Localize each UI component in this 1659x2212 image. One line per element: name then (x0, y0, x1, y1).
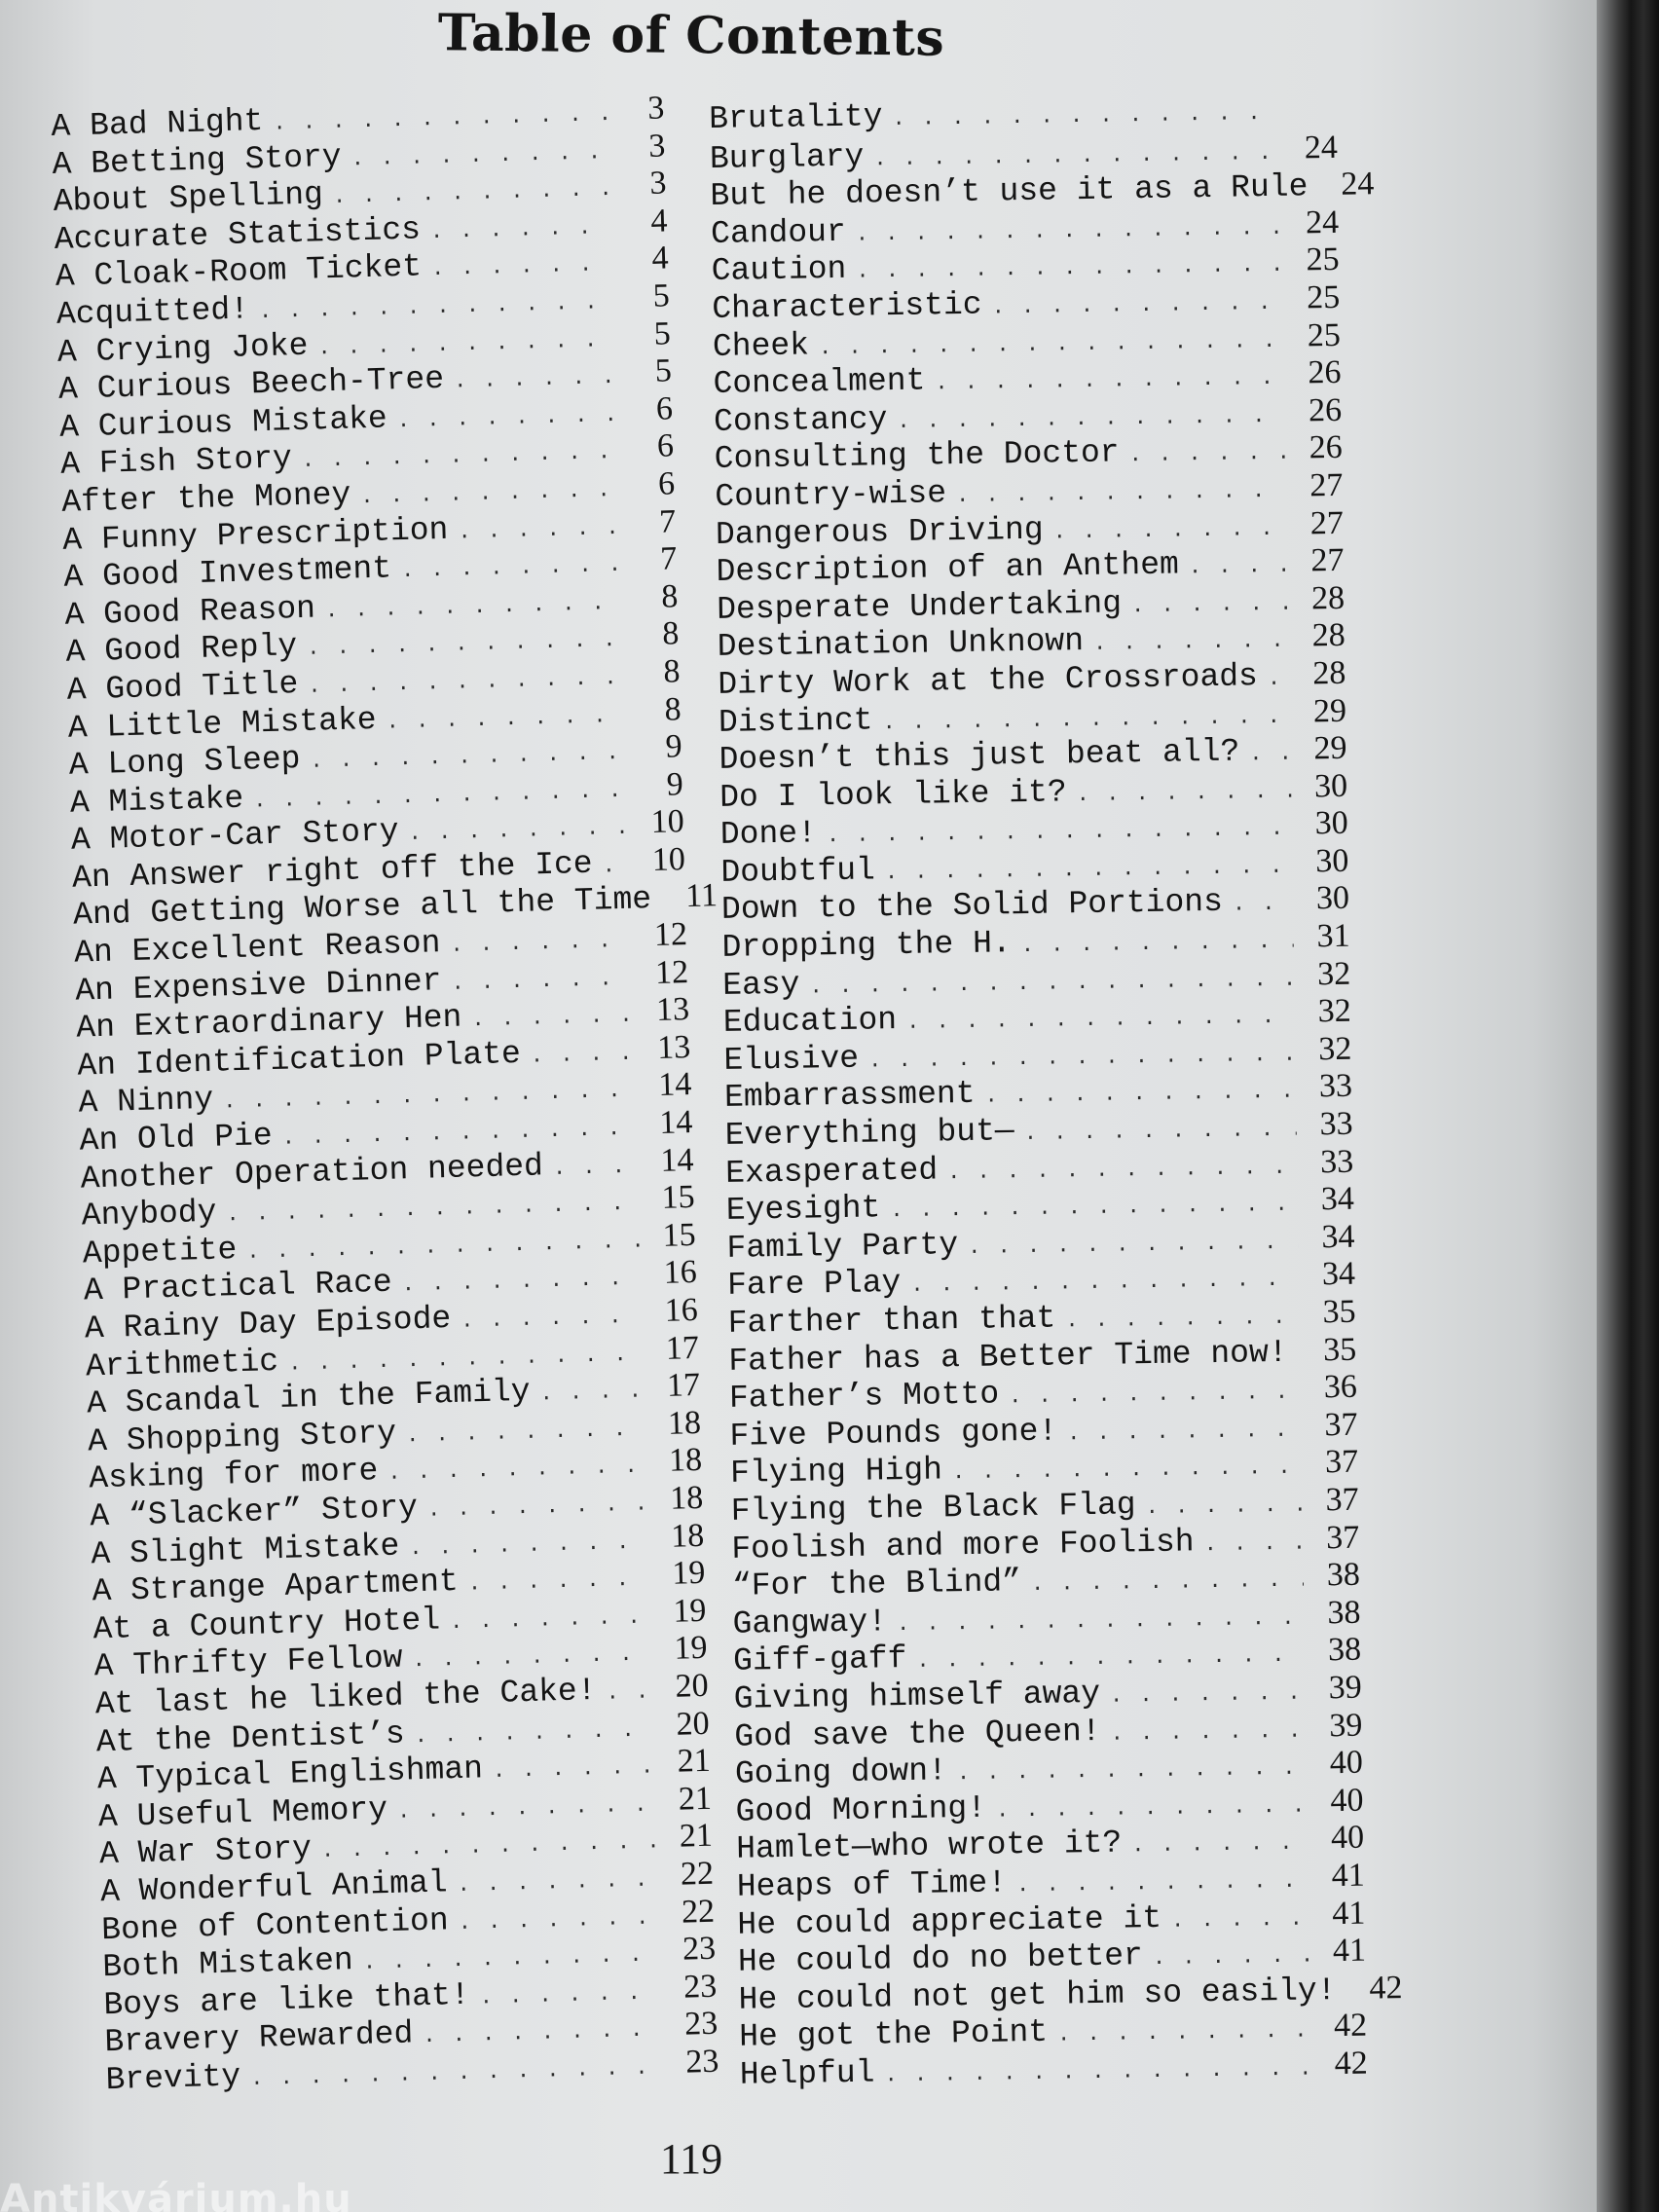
toc-entry-title: Done! (719, 815, 818, 854)
toc-entry-title: At a Country Hotel (92, 1602, 441, 1648)
toc-entry-title: Fare Play (726, 1265, 902, 1305)
toc-entry-title: Bone of Contention (100, 1901, 450, 1948)
toc-entry-page: 18 (667, 1404, 702, 1442)
toc-entry-title: Hamlet—who wrote it? (735, 1825, 1123, 1868)
toc-entry-page: 6 (657, 465, 676, 502)
toc-entry-title: Bravery Rewarded (104, 2015, 414, 2061)
toc-entry-page: 23 (684, 2043, 719, 2081)
dot-leader (1297, 1334, 1300, 1375)
toc-entry-page: 21 (679, 1818, 714, 1855)
dot-leader (408, 807, 628, 854)
toc-entry-title: A Rainy Day Episode (84, 1301, 452, 1347)
toc-entry-page: 22 (680, 1855, 715, 1893)
toc-entry-page: 29 (1312, 692, 1347, 729)
dot-leader (552, 1145, 638, 1188)
toc-entry-page: 26 (1308, 353, 1342, 391)
toc-entry-title: Farther than that (727, 1300, 1056, 1342)
toc-entry-page: 20 (676, 1705, 711, 1743)
toc-entry-title: “For the Blind” (731, 1564, 1022, 1604)
toc-entry-title: A War Story (98, 1830, 313, 1873)
toc-entry-page: 28 (1312, 654, 1346, 692)
toc-entry-title: Giff-gaff (732, 1641, 907, 1680)
toc-entry-title: Destination Unknown (717, 623, 1085, 666)
toc-entry-page: 22 (681, 1893, 716, 1931)
dot-leader (539, 1371, 645, 1415)
toc-entry-page: 17 (666, 1367, 701, 1405)
toc-entry-page: 33 (1319, 1143, 1354, 1180)
toc-entry-title: An Expensive Dinner (74, 962, 442, 1010)
toc-entry-title: Doubtful (720, 852, 876, 891)
toc-entry-title: A Long Sleep (68, 741, 301, 784)
toc-entry-page: 42 (1369, 1969, 1403, 2007)
toc-entry-title: Burglary (709, 138, 865, 177)
dot-leader (1203, 1522, 1303, 1564)
toc-entry-title: Brutality (709, 98, 883, 137)
dot-leader (1131, 1823, 1309, 1865)
toc-entry-title: An Excellent Reason (73, 925, 441, 972)
toc-entry-title: A Good Reply (65, 628, 298, 672)
toc-entry-page: 25 (1306, 278, 1341, 316)
toc-entry-title: Eyesight (725, 1190, 881, 1230)
toc-entry-page: 27 (1309, 466, 1344, 504)
dot-leader (1317, 168, 1318, 209)
toc-entry-page: 39 (1328, 1707, 1363, 1744)
toc-entry-title: Do I look like it? (719, 774, 1067, 816)
toc-entry-title: Concealment (713, 362, 926, 403)
toc-entry-title: Distinct (718, 701, 873, 741)
toc-entry-title: But he doesn’t use it as a Rule (710, 168, 1309, 215)
toc-entry-title: A Slight Mistake (91, 1528, 400, 1572)
toc-entry-page: 15 (662, 1216, 697, 1254)
toc-entry-page: 9 (666, 765, 684, 803)
toc-entry-page: 7 (658, 502, 677, 540)
toc-entry-page: 33 (1319, 1105, 1353, 1143)
toc-entry-page: 34 (1321, 1218, 1355, 1256)
toc-entry-page: 33 (1318, 1068, 1353, 1105)
dot-leader (1110, 1673, 1306, 1716)
toc-entry-page: 32 (1316, 955, 1351, 992)
toc-entry-title: A Typical Englishman (96, 1751, 484, 1798)
toc-entry-page: 38 (1327, 1632, 1362, 1669)
toc-entry-title: Good Morning! (735, 1789, 987, 1830)
toc-entry-page: 31 (1316, 917, 1350, 955)
toc-entry-page: 24 (1304, 129, 1339, 166)
toc-entry-page: 30 (1315, 880, 1350, 917)
toc-entry-page: 12 (654, 953, 689, 991)
toc-entry-title: Candour (710, 213, 847, 252)
toc-entry-title: Doesn’t this just beat all? (719, 733, 1240, 779)
toc-entry-page: 32 (1317, 993, 1352, 1030)
toc-entry-title: He got the Point (738, 2014, 1049, 2056)
toc-entry-title: A Motor-Car Story (70, 813, 400, 859)
toc-entry-title: Constancy (713, 400, 888, 440)
toc-entry-page: 20 (675, 1667, 710, 1705)
dot-leader (602, 845, 629, 886)
toc-entry-page: 19 (671, 1554, 706, 1592)
toc-entry-title: God save the Queen! (734, 1713, 1101, 1755)
toc-entry-title: Easy (721, 966, 800, 1004)
toc-entry-page: 15 (661, 1179, 696, 1217)
toc-entry-page: 8 (664, 690, 682, 728)
toc-entry-title: Consulting the Doctor (714, 434, 1120, 478)
toc-entry-title: A Cloak-Room Ticket (55, 248, 423, 296)
toc-entry-page: 29 (1313, 729, 1347, 767)
toc-entry-title: A Funny Prescription (61, 511, 449, 559)
toc-entry-title: Heaps of Time! (736, 1864, 1008, 1905)
toc-entry-title: At the Dentist’s (95, 1715, 406, 1760)
toc-entry-page: 21 (678, 1780, 713, 1818)
toc-entry-page: 35 (1322, 1331, 1357, 1368)
toc-entry-page: 5 (652, 277, 671, 314)
toc-entry-title: A Betting Story (52, 138, 343, 183)
toc-entry-title: Down to the Solid Portions (720, 884, 1224, 929)
toc-entry-page: 41 (1331, 1857, 1365, 1895)
toc-entry-title: Caution (711, 251, 847, 290)
toc-entry-page: 26 (1308, 391, 1343, 429)
toc-right-column (709, 92, 1403, 2093)
toc-entry-title: Exasperated (725, 1152, 939, 1192)
toc-entry-title: An Old Pie (79, 1118, 274, 1160)
toc-entry-title: Five Pounds gone! (729, 1413, 1058, 1455)
toc-entry-title: Giving himself away (733, 1675, 1101, 1717)
toc-entry-page: 8 (661, 615, 680, 652)
toc-entry-page: 38 (1327, 1594, 1361, 1631)
toc-entry-title: Embarrassment (723, 1076, 976, 1117)
watermark-text: Antikvárium.hu (0, 2177, 352, 2212)
toc-entry-title: A Good Title (66, 666, 299, 709)
toc-entry-page: 11 (684, 877, 719, 915)
toc-entry-page: 37 (1325, 1519, 1360, 1556)
toc-entry-title: A Good Investment (62, 550, 392, 596)
toc-entry-page: 9 (665, 728, 683, 765)
dot-leader (661, 881, 662, 922)
toc-entry-page: 38 (1326, 1556, 1361, 1594)
toc-entry-page: 30 (1315, 842, 1349, 880)
toc-entry-page: 14 (658, 1104, 693, 1141)
toc-entry-page: 14 (659, 1141, 694, 1179)
toc-entry-title: Going down! (734, 1752, 948, 1792)
toc-entry-page (1290, 118, 1337, 119)
toc-entry-page: 34 (1320, 1180, 1355, 1218)
toc-entry-title: A Little Mistake (67, 701, 378, 747)
toc-entry-title: He could do no better (737, 1937, 1144, 1980)
dot-leader (1249, 733, 1291, 774)
toc-entry-page: 10 (650, 803, 685, 841)
toc-entry-title: Education (722, 1002, 898, 1042)
toc-entry-page: 36 (1323, 1368, 1358, 1406)
toc-entry-title: Dangerous Driving (715, 511, 1044, 553)
toc-entry-page: 6 (655, 390, 674, 427)
toc-entry-page: 19 (673, 1630, 708, 1668)
toc-entry-title: A Ninny (78, 1082, 214, 1123)
toc-entry-title: A Good Reason (64, 590, 316, 634)
toc-entry-title: Flying the Black Flag (730, 1487, 1136, 1530)
dot-leader (1128, 432, 1286, 475)
toc-entry-page: 41 (1332, 1932, 1367, 1970)
toc-entry-title: A Strange Apartment (92, 1564, 460, 1610)
toc-entry-title: A Shopping Story (87, 1415, 397, 1460)
toc-entry-page: 37 (1325, 1481, 1359, 1519)
toc-entry-page: 3 (647, 127, 666, 165)
toc-entry-page: 32 (1318, 1030, 1352, 1068)
toc-entry-page: 41 (1332, 1895, 1366, 1932)
toc-entry-page: 21 (677, 1742, 712, 1780)
dot-leader (1093, 620, 1289, 664)
toc-entry-title: Everything but— (724, 1113, 1015, 1154)
toc-entry-title: Father has a Better Time now! (728, 1334, 1288, 1380)
dot-leader (1145, 1485, 1303, 1528)
toc-entry-page: 16 (664, 1291, 699, 1329)
toc-entry-title: Elusive (723, 1040, 860, 1079)
toc-entry-page: 8 (662, 653, 681, 690)
toc-entry-title: A Scandal in the Family (86, 1373, 532, 1422)
toc-entry-page: 18 (668, 1442, 703, 1480)
dot-leader (1110, 1710, 1306, 1753)
toc-entry-page: 18 (669, 1479, 704, 1517)
toc-entry-title: Both Mistaken (101, 1942, 354, 1986)
toc-entry-page: 5 (654, 352, 673, 389)
toc-entry-title: A “Slacker” Story (89, 1490, 419, 1535)
toc-entry-title: Dropping the H. (721, 925, 1012, 966)
dot-leader (1233, 883, 1294, 925)
toc-entry-title: A Curious Mistake (58, 400, 388, 446)
toc-entry-page: 23 (682, 1968, 718, 2006)
toc-entry-page: 40 (1330, 1782, 1364, 1819)
toc-entry-page: 8 (660, 577, 679, 615)
toc-entry-page: 40 (1329, 1744, 1364, 1782)
toc-entry-page: 28 (1310, 579, 1346, 617)
toc-entry-title: Gangway! (732, 1604, 888, 1642)
toc-entry-title: A Fish Story (59, 440, 293, 484)
toc-entry-title: About Spelling (53, 176, 324, 221)
toc-entry-title: Arithmetic (85, 1343, 279, 1385)
dot-leader (884, 2047, 1311, 2094)
toc-entry-page: 10 (651, 840, 686, 878)
toc-entry-title: Family Party (726, 1226, 959, 1267)
toc-entry-title: A Crying Joke (56, 327, 309, 371)
toc-entry-title: An Identification Plate (76, 1035, 522, 1085)
toc-entry-page: 42 (1333, 2007, 1368, 2045)
toc-entry-title: Dirty Work at the Crossroads (718, 658, 1259, 703)
toc-entry-title: Asking for more (88, 1453, 379, 1497)
toc-entry-page: 13 (655, 991, 690, 1029)
toc-entry-page: 23 (683, 2005, 719, 2043)
toc-entry-page: 24 (1305, 203, 1340, 241)
toc-left-column (51, 90, 719, 2097)
toc-entry-page: 24 (1341, 166, 1375, 203)
toc-entry-page: 16 (663, 1254, 698, 1292)
toc-entry-page: 4 (649, 203, 669, 240)
toc-entry-title: Anybody (81, 1194, 217, 1235)
toc-entry-title: And Getting Worse all the Time (72, 881, 652, 935)
toc-entry-title: Helpful (739, 2054, 875, 2093)
toc-entry-page: 23 (682, 1930, 717, 1968)
toc-entry-page: 3 (648, 165, 667, 203)
toc-entry-page: 25 (1306, 241, 1340, 278)
toc-entry-title: A Curious Beech-Tree (57, 360, 445, 409)
page-number: 119 (659, 2135, 723, 2183)
toc-entry-title: Cheek (712, 326, 810, 365)
toc-entry-title: Foolish and more Foolish (731, 1523, 1195, 1567)
dot-leader (1131, 582, 1289, 625)
toc-entry-page: 35 (1322, 1293, 1356, 1331)
toc-entry-page: 6 (656, 427, 675, 465)
toc-entry-page: 3 (646, 90, 665, 127)
toc-entry-title: Country-wise (715, 475, 947, 515)
toc-entry-page: 25 (1307, 316, 1342, 353)
toc-entry-page: 27 (1310, 541, 1345, 579)
toc-entry-title: A Practical Race (83, 1265, 393, 1309)
toc-entry-page: 39 (1328, 1669, 1362, 1707)
toc-entry-title: A Bad Night (51, 102, 264, 145)
toc-entry-title: Desperate Undertaking (716, 585, 1123, 628)
toc-entry-title: He could not get him so easily! (738, 1972, 1337, 2018)
toc-entry-title: Father’s Motto (728, 1376, 1000, 1418)
dot-leader (1171, 1898, 1309, 1940)
toc-entry-title: Flying High (729, 1452, 943, 1493)
toc-entry-title: A Thrifty Fellow (93, 1640, 404, 1685)
toc-entry-page: 28 (1311, 617, 1346, 654)
dot-leader (606, 1671, 652, 1713)
dot-leader (1153, 1936, 1310, 1978)
toc-entry-page: 34 (1321, 1256, 1356, 1293)
toc-entry-page: 42 (1334, 2045, 1369, 2083)
toc-entry-page: 18 (670, 1517, 705, 1555)
page-title: Table of Contents (437, 3, 945, 68)
toc-entry-title: Characteristic (712, 286, 982, 327)
toc-entry-page: 4 (651, 240, 670, 277)
toc-entry-page: 37 (1324, 1406, 1358, 1444)
toc-entry-title: A Mistake (69, 780, 244, 822)
dot-leader (1189, 545, 1288, 587)
toc-entry-title: An Answer right off the Ice (71, 845, 594, 897)
toc-entry-page: 37 (1324, 1444, 1359, 1481)
dot-leader (530, 1032, 635, 1076)
toc-entry-page: 5 (653, 314, 672, 352)
toc-entry-page: 19 (672, 1592, 707, 1630)
toc-entry-page: 26 (1309, 429, 1343, 466)
toc-entry-page: 17 (665, 1329, 700, 1367)
toc-entry-page: 30 (1314, 805, 1349, 842)
toc-entry-title: An Extraordinary Hen (75, 999, 462, 1047)
toc-entry-title: Boys are like that! (102, 1976, 471, 2023)
toc-entry-title: Acquitted! (55, 291, 250, 333)
toc-entry-page: 13 (656, 1028, 691, 1066)
toc-entry-title: Description of an Anthem (716, 546, 1180, 591)
toc-entry-title: At last he liked the Cake! (94, 1672, 598, 1723)
toc-entry-page: 27 (1309, 504, 1345, 541)
dot-leader (1268, 658, 1290, 699)
book-spine (1597, 0, 1659, 2212)
toc-entry-title: Another Operation needed (80, 1147, 544, 1198)
toc-entry-page: 40 (1330, 1819, 1365, 1857)
toc-entry-title: Brevity (105, 2058, 241, 2099)
toc-entry-title: A Wonderful Animal (99, 1864, 449, 1911)
toc-entry-page: 12 (653, 916, 688, 954)
toc-entry-title: Accurate Statistics (54, 211, 422, 258)
toc-entry-page: 7 (659, 540, 678, 577)
toc-entry-page: 30 (1313, 767, 1348, 805)
toc-entry-title: A Useful Memory (97, 1790, 388, 1836)
toc-entry-title: He could appreciate it (737, 1899, 1162, 1943)
toc-entry-page: 14 (657, 1066, 692, 1104)
toc-entry-title: Appetite (82, 1231, 238, 1272)
toc-entry-title: After the Money (60, 476, 351, 521)
